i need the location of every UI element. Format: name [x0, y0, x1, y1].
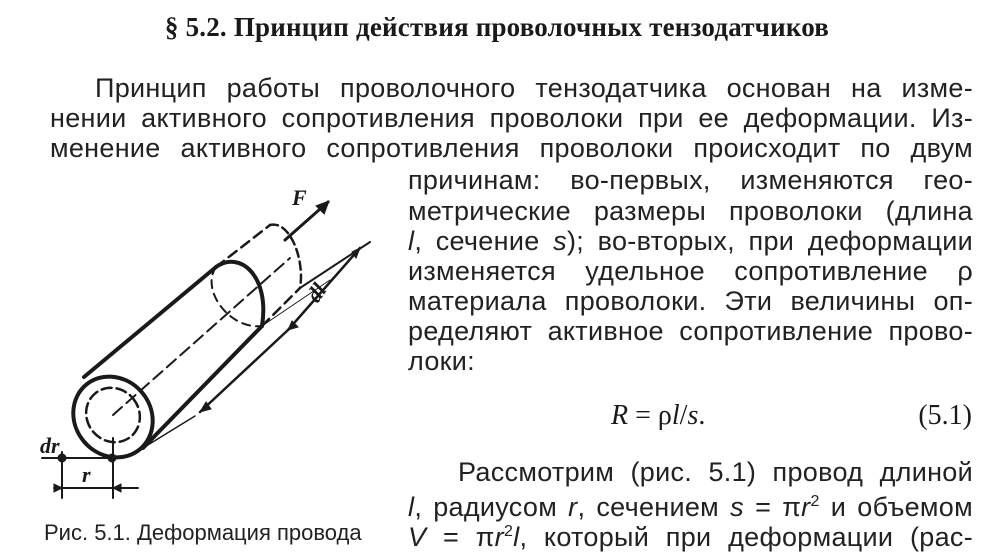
label-dr: dr: [40, 433, 60, 458]
extension-cap-dashed: [270, 225, 301, 288]
paragraph-line: Рассмотрим (рис. 5.1) провод длиной: [458, 457, 973, 487]
formula-text: = ρ: [628, 400, 672, 431]
paragraph-line: менение активного сопротивления проволоки происходит по двум: [50, 133, 973, 163]
text-span: , сечение: [414, 226, 554, 256]
formula-text: /: [679, 400, 688, 431]
var-l: l: [513, 522, 520, 552]
cylinder-top-edge: [84, 267, 216, 377]
label-F: F: [292, 185, 307, 210]
text-span: , радиусом: [414, 492, 569, 522]
text-span: , сечением: [577, 492, 731, 522]
paragraph-line: материала проволоки. Эти величины оп-: [408, 286, 973, 316]
paragraph-line: причинам: во-первых, изменяются гео-: [408, 165, 973, 195]
var-l: l: [408, 492, 415, 522]
formula-number: (5.1): [918, 400, 972, 431]
formula: [611, 400, 705, 432]
var-s: s: [553, 226, 567, 256]
extension-top-dashed: [216, 225, 270, 267]
formula-var-l: l: [671, 400, 680, 431]
var-r: r: [494, 522, 504, 552]
paragraph-line: нении активного сопротивления проволоки при ее деформации. Из-: [50, 103, 973, 133]
formula-var-R: R: [611, 400, 629, 431]
paragraph-line: метрические размеры проволоки (длина: [408, 196, 973, 226]
r-arrow-right: [113, 484, 121, 492]
section-heading: § 5.2. Принцип действия проволочных тензодатчиков: [164, 12, 830, 42]
paragraph-line: ределяют активное сопротивление прово-: [408, 316, 973, 346]
var-r: r: [568, 492, 578, 522]
wire-deformation-figure: [30, 180, 390, 510]
var-V: V: [408, 522, 427, 552]
paragraph-line: Принцип работы проволочного тензодатчика основан на изме-: [95, 73, 973, 103]
superscript: 2: [810, 493, 820, 510]
label-dl: dl: [301, 278, 332, 307]
paragraph-line: [408, 226, 973, 256]
paragraph-line: локи:: [408, 346, 475, 376]
var-s: s: [730, 492, 744, 522]
text-span: ); во-вторых, при деформации: [566, 226, 973, 256]
dl-arrow-bottom: [288, 321, 298, 330]
var-r: r: [801, 492, 811, 522]
text-span: и объемом: [819, 492, 973, 522]
var-l: l: [408, 226, 415, 256]
formula-var-s: s: [687, 400, 699, 431]
r-arrow-left: [54, 484, 62, 492]
cylinder-bottom-edge: [143, 326, 262, 448]
paragraph-line: изменяется удельное сопротивление ρ: [408, 256, 973, 286]
label-r: r: [82, 462, 91, 487]
superscript: 2: [503, 523, 514, 540]
extension-bottom-dashed: [262, 288, 300, 326]
text-span: = π: [743, 492, 802, 522]
dr-dot: [108, 454, 116, 462]
text-span: , который при деформации (рас-: [519, 522, 973, 552]
formula-text: .: [698, 400, 706, 431]
text-span: = π: [426, 522, 495, 552]
figure-caption: Рис. 5.1. Деформация провода: [44, 520, 362, 545]
paragraph-line: [408, 517, 973, 552]
